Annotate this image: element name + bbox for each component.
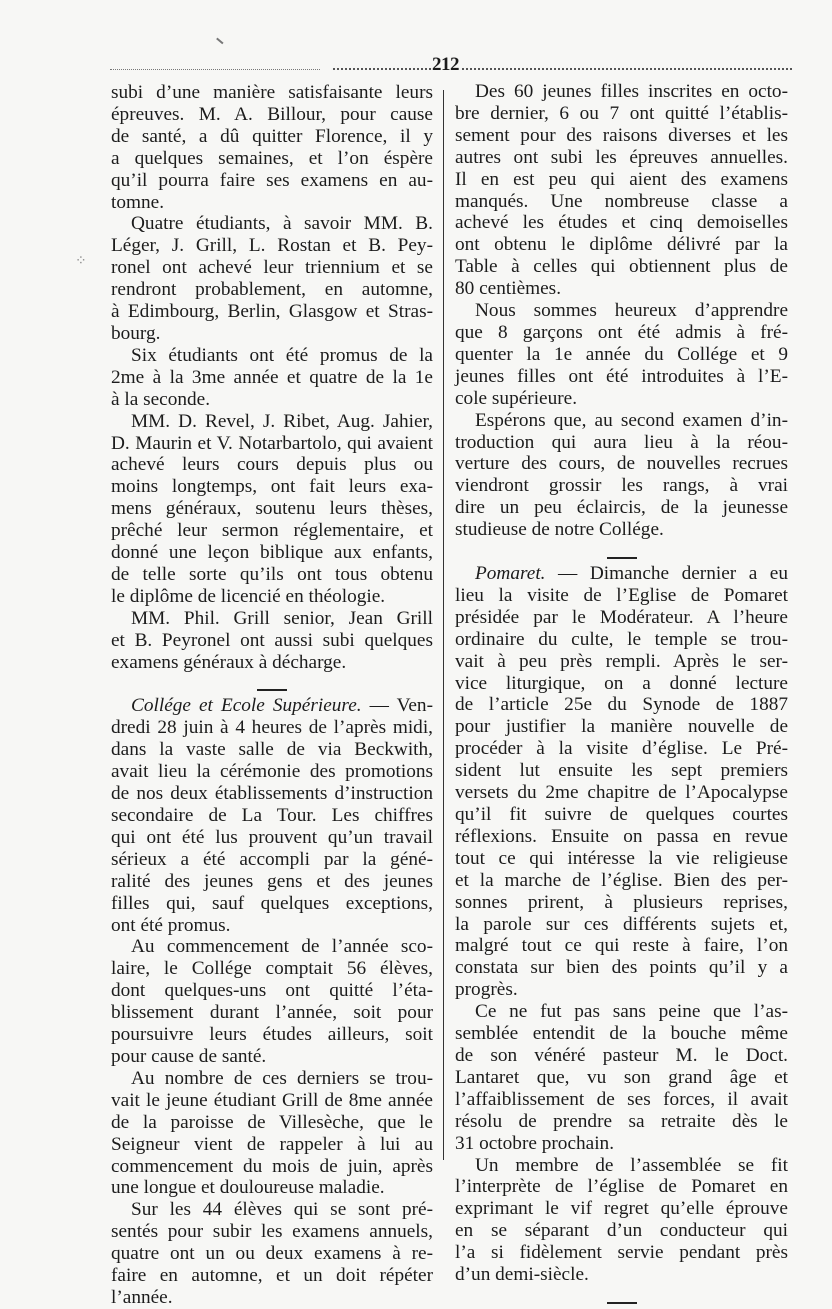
text-line: bre dernier, 6 ou 7 ont quitté l’établis- [455,102,788,124]
paragraph-p6 [111,695,433,936]
text-line: versets du 2me chapitre de l’Apocalypse [455,782,788,804]
text-line: malgré tout ce qui reste à faire, l’on [455,935,788,957]
text-line: Pomaret. — Dimanche dernier a eu [475,563,788,585]
text-line: résolu de prendre sa retraite dès le [455,1110,788,1132]
text-line: Quatre étudiants, à savoir MM. B. [131,213,433,235]
text-line: et la marche de l’église. Bien des per- [455,869,788,891]
page-header [110,52,790,75]
text-line: Ce ne fut pas sans peine que l’as- [475,1001,788,1023]
text-line: examens généraux à décharge. [111,651,347,673]
header-rule-wavy-left [333,68,431,70]
paragraph-p9 [111,1199,433,1309]
right-column [455,81,788,1308]
divider-rule [257,689,287,691]
divider-rule [607,1302,637,1304]
text-line: l’affaiblissement de ses forces, il avait [455,1088,788,1110]
paragraph-r2 [455,300,788,410]
text-line: laire, le Collége comptait 56 élèves, [111,958,433,980]
text-line: a quelques semaines, et l’on éspère [111,147,433,169]
text-line: qu’il fit suivre de quelques courtes [455,804,788,825]
text-line: Espérons que, au second examen d’in- [475,409,788,431]
text-line: sident lut ensuite les sept premiers [455,760,788,782]
text-line: autres ont subi les épreuves annuelles. [455,146,788,168]
left-column [111,82,433,1309]
text-line: donné une leçon biblique aux enfants, [111,542,433,564]
header-rule-wavy-right [462,68,792,70]
text-line: l’a si fidèlement servie pendant près [455,1242,788,1264]
text-line: subi d’une manière satisfaisante leurs [111,82,433,103]
text-line: rendront probablement, en automne, [111,279,433,301]
text-line: faire en automne, et un doit répéter [111,1265,433,1287]
text-line: achevé leurs cours depuis plus ou [111,454,433,476]
text-line: qu’il pourra faire ses examens en au- [111,169,433,191]
text-line: épreuves. M. A. Billour, pour cause [111,103,433,125]
text-line: commencement du mois de juin, après [111,1155,433,1177]
text-line: constata sur bien des points qu’il y a [455,957,788,979]
text-line: semblée entendit de la bouche même [455,1023,788,1045]
text-line: réflexions. Ensuite on passa en revue [455,825,788,847]
text-line: procéder à la visite d’église. Le Pré- [455,738,788,760]
text-line: MM. D. Revel, J. Ribet, Aug. Jahier, [131,410,433,432]
text-line: ronel ont achevé leur triennium et se [111,257,433,279]
text-line: en se séparant d’un conducteur qui [455,1220,788,1242]
text-line: ont été promus. [111,914,231,936]
text-line: Au nombre de ces derniers se trou- [131,1067,433,1089]
text-line: que 8 garçons ont été admis à fré- [455,321,788,343]
text-line: progrès. [455,979,518,1001]
text-line: vait le jeune étudiant Grill de 8me année [111,1089,433,1111]
text-line: ont obtenu le diplôme délivré par la [455,234,788,256]
paragraph-p1 [111,82,433,213]
text-line: de la paroisse de Villesèche, que le [111,1111,433,1133]
text-line: Des 60 jeunes filles inscrites en octo- [475,81,788,102]
text-line: ordinaire du culte, le temple se trou- [455,628,788,650]
text-line: avait lieu la cérémonie des promotions [111,761,433,783]
text-line: blissement durant l’année, soit pour [111,1002,433,1024]
text-line: bourg. [111,322,161,344]
text-line: jeunes filles ont été introduites à l’E- [455,365,788,387]
text-line: 31 octobre prochain. [455,1132,615,1154]
paragraph-r1 [455,81,788,300]
text-line: présidée par le Modérateur. A l’heure [455,606,788,628]
text-line: tomne. [111,191,165,213]
text-line: dont quelques-uns ont quitté l’éta- [111,980,433,1002]
text-line: sement pour des raisons diverses et les [455,124,788,146]
text-line: achevé les études et cinq demoiselles [455,212,788,234]
text-line: vice liturgique, on a donné lecture [455,672,788,694]
text-line: de telle sorte qu’ils ont tous obtenu [111,563,433,585]
text-line: qui ont été lus prouvent qu’un travail [111,826,433,848]
text-line: une longue et douloureuse maladie. [111,1177,385,1199]
text-line: quatre ont un ou deux examens à re- [111,1243,433,1265]
text-line: et B. Peyronel ont aussi subi quelques [111,629,433,651]
margin-mark: ⁘ [75,253,87,269]
text-line: exprimant le vif regret qu’elle éprouve [455,1198,788,1220]
paragraph-r4 [455,563,788,1001]
text-line: Au commencement de l’année sco- [131,936,433,958]
text-line: moins longtemps, ont fait leurs exa- [111,476,433,498]
column-separator [443,90,444,1160]
text-line: Lantaret que, vu son grand âge et [455,1066,788,1088]
text-line: viendront grossir les rangs, à vrai [455,475,788,497]
text-line: l’interprète de l’église de Pomaret en [455,1176,788,1198]
text-line: D. Maurin et V. Notarbartolo, qui avaient [111,432,433,454]
text-line: l’année. [111,1286,173,1308]
text-line: de santé, a dû quitter Florence, il y [111,125,433,147]
text-line: 2me à la 3me année et quatre de la 1e [111,366,433,388]
text-line: prêché leur sermon réglementaire, et [111,520,433,542]
text-line: studieuse de notre Collége. [455,519,664,541]
text-line: Seigneur vient de rappeler à lui au [111,1133,433,1155]
paragraph-p8 [111,1068,433,1199]
text-line: quenter la 1e année du Collége et 9 [455,343,788,365]
paragraph-p4 [111,411,433,608]
page-number: 212 [432,54,459,75]
section-title: Collége et Ecole Supérieure. [131,695,362,717]
text-line: troduction qui aura lieu à la réou- [455,431,788,453]
section-divider [455,1286,788,1308]
text-line: MM. Phil. Grill senior, Jean Grill [131,607,433,629]
text-line: ralité des jeunes gens et des jeunes [111,870,433,892]
text-line: dredi 28 juin à 4 heures de l’après midi, [111,717,433,739]
paragraph-p2 [111,213,433,344]
text-line: dans la vaste salle de via Beckwith, [111,739,433,761]
divider-rule [607,557,637,559]
text-line: à la seconde. [111,388,211,410]
text-line: 80 centièmes. [455,278,562,300]
text-line: verture des cours, de nouvelles recrues [455,453,788,475]
header-rule-left [110,69,320,70]
text-line: Table à celles qui obtiennent plus de [455,256,788,278]
text-line: la parole sur ces différents sujets et, [455,913,788,935]
text-line: de l’article 25e du Synode de 1887 [455,694,788,716]
text-line: Un membre de l’assemblée se fit [475,1154,788,1176]
text-line: filles qui, sauf quelques exceptions, [111,892,433,914]
paragraph-r5 [455,1001,788,1154]
text-line: Six étudiants ont été promus de la [131,344,433,366]
text-line: poursuivre leurs études ailleurs, soit [111,1024,433,1046]
text-line: pour justifier la manière nouvelle de [455,716,788,738]
text-line: vait à peu près rempli. Après le ser- [455,650,788,672]
text-line: tout ce qui intéresse la vie religieuse [455,847,788,869]
text-line: d’un demi-siècle. [455,1264,589,1286]
section-divider [111,673,433,695]
text-line: dire un peu éclaircis, de la jeunesse [455,497,788,519]
paragraph-p3 [111,345,433,411]
text-line: Sur les 44 élèves qui se sont pré- [131,1199,433,1221]
text-line: le diplôme de licencié en théologie. [111,585,386,607]
text-line: lieu la visite de l’Eglise de Pomaret [455,584,788,606]
scan-speck [216,38,223,44]
text-line: sonnes prirent, à plusieurs reprises, [455,891,788,913]
paragraph-p5 [111,608,433,674]
paragraph-p7 [111,936,433,1067]
text-line: de son vénéré pasteur M. le Doct. [455,1044,788,1066]
text-line: manqués. Une nombreuse classe a [455,190,788,212]
paragraph-r6 [455,1155,788,1286]
text-line: Collége et Ecole Supérieure. — Ven- [131,695,433,717]
text-line: sérieux a été accompli par la géné- [111,848,433,870]
text-line: à Edimbourg, Berlin, Glasgow et Stras- [111,301,433,323]
text-line: de nos deux établissements d’instruction [111,783,433,805]
text-line: mens généraux, soutenu leurs thèses, [111,498,433,520]
text-line: Léger, J. Grill, L. Rostan et B. Pey- [111,235,433,257]
text-line: pour cause de santé. [111,1045,267,1067]
text-line: sentés pour subir les examens annuels, [111,1221,433,1243]
text-line: Nous sommes heureux d’apprendre [475,300,788,322]
paragraph-r3 [455,410,788,541]
text-line: Il en est peu qui aient des examens [455,168,788,190]
text-line: secondaire de La Tour. Les chiffres [111,805,433,826]
section-divider [455,541,788,563]
text-line: cole supérieure. [455,387,578,409]
section-title: Pomaret. [475,563,546,585]
